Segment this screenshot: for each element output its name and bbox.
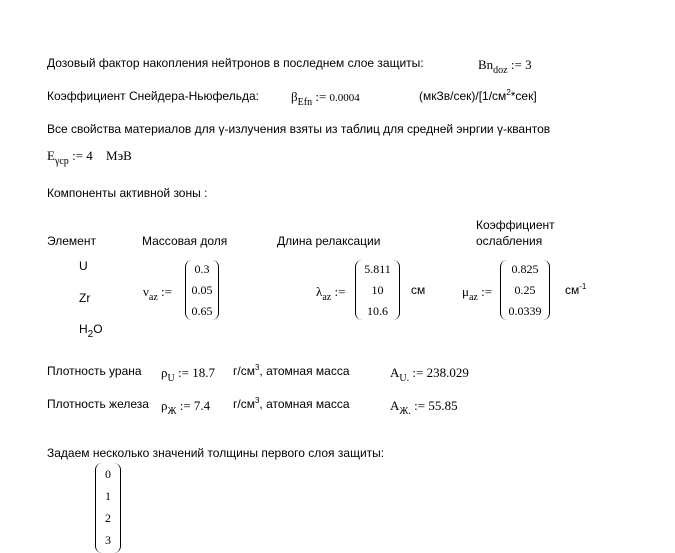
iron-density-expression[interactable]: [161, 398, 211, 417]
iron-density-value: 7.4: [193, 398, 211, 413]
iron-mass-sub: Ж.: [399, 406, 411, 417]
header-relaxation-length: Длина релаксации: [277, 234, 381, 248]
uranium-mass-var: A: [390, 365, 400, 380]
mu-expression-lhs[interactable]: [462, 284, 493, 303]
lambda-var: λ: [316, 284, 323, 299]
uranium-unit-post: , атомная масса: [259, 364, 350, 378]
iron-density-label: Плотность железа: [47, 397, 149, 411]
uranium-mass-value: 238.029: [426, 365, 469, 380]
iron-rho: ρ: [161, 398, 168, 413]
materials-note: Все свойства материалов для γ-излучения взяты из таблиц для средней энргии γ-квантов: [47, 122, 551, 136]
snyder-unit-post: *сек]: [510, 89, 537, 103]
dose-factor-expression[interactable]: [478, 57, 532, 76]
dose-factor-label: Дозовый фактор накопления нейтронов в последнем слое защиты:: [47, 56, 424, 70]
lambda-value-2: 10: [371, 283, 384, 297]
thickness-value-1: 0: [105, 467, 111, 481]
water-h: H: [79, 322, 88, 336]
snyder-var-sub: Efn: [297, 97, 313, 108]
iron-mass-var: A: [390, 398, 400, 413]
mu-matrix[interactable]: [500, 260, 550, 320]
iron-density-unit: [233, 397, 350, 411]
iron-mass-value: 55.85: [428, 398, 458, 413]
mu-var-sub: az: [468, 292, 478, 303]
thickness-matrix[interactable]: [95, 463, 121, 553]
lambda-var-sub: az: [322, 292, 332, 303]
water-o: O: [93, 322, 103, 336]
lambda-expression-lhs[interactable]: [316, 284, 346, 303]
assign-operator: :=: [315, 89, 327, 104]
thickness-value-4: 3: [105, 533, 111, 547]
snyder-var: β: [291, 89, 298, 104]
header-element: Элемент: [47, 234, 96, 248]
assign-operator: :=: [510, 57, 522, 72]
uranium-mass-expression[interactable]: [390, 365, 469, 384]
lambda-value-3: 10.6: [367, 304, 388, 318]
assign-operator: :=: [481, 284, 493, 299]
mu-unit-sup: -1: [579, 282, 587, 291]
nu-expression-lhs[interactable]: [143, 284, 172, 303]
assign-operator: :=: [334, 284, 346, 299]
lambda-unit: см: [411, 283, 426, 297]
energy-var: E: [47, 148, 55, 163]
mu-unit: [565, 283, 586, 297]
assign-operator: :=: [177, 365, 189, 380]
assign-operator: :=: [179, 398, 191, 413]
uranium-density-label: Плотность урана: [47, 364, 142, 378]
dose-factor-var: Bn: [478, 57, 494, 72]
uranium-density-expression[interactable]: [161, 365, 215, 384]
snyder-unit-pre: (мкЗв/сек)/[1/см: [419, 89, 507, 103]
energy-var-sub: γср: [54, 156, 69, 167]
water-sub: 2: [87, 329, 94, 340]
thickness-value-3: 2: [105, 511, 111, 525]
assign-operator: :=: [414, 398, 426, 413]
snyder-unit: [419, 89, 537, 103]
iron-unit-post: , атомная масса: [259, 397, 350, 411]
energy-value: 4: [86, 148, 93, 163]
lambda-matrix[interactable]: [355, 260, 400, 320]
energy-unit: МэВ: [106, 148, 132, 163]
iron-rho-sub: Ж: [167, 406, 177, 417]
header-attenuation-line1: Коэффициент: [476, 218, 555, 232]
iron-mass-expression[interactable]: [390, 398, 458, 417]
snyder-coef-label: Коэффициент Снейдера-Ньюфельда:: [47, 89, 259, 103]
uranium-rho-sub: U: [167, 373, 175, 384]
uranium-rho: ρ: [161, 365, 168, 380]
mu-unit-base: см: [565, 283, 580, 297]
mu-value-3: 0.0339: [508, 304, 542, 318]
element-zirconium: Zr: [79, 291, 91, 305]
assign-operator: :=: [412, 365, 424, 380]
snyder-coef-expression[interactable]: [291, 89, 360, 108]
snyder-unit-sup: 2: [506, 88, 511, 97]
assign-operator: :=: [161, 284, 172, 299]
mu-value-2: 0.25: [514, 283, 536, 297]
mu-value-1: 0.825: [511, 262, 539, 276]
mu-var: μ: [462, 284, 469, 299]
iron-unit-pre: г/см: [233, 397, 255, 411]
nu-var: ν: [143, 284, 149, 299]
header-mass-fraction: Массовая доля: [142, 234, 228, 248]
uranium-unit-sup: 3: [254, 363, 260, 372]
uranium-density-unit: [233, 364, 350, 378]
dose-factor-value: 3: [525, 57, 532, 72]
core-components-title: Компоненты активной зоны :: [47, 186, 208, 200]
header-attenuation-line2: ослабления: [476, 234, 543, 248]
nu-value-3: 0.65: [191, 304, 213, 318]
assign-operator: :=: [72, 148, 84, 163]
nu-value-1: 0.3: [194, 262, 210, 276]
uranium-density-value: 18.7: [192, 365, 215, 380]
uranium-unit-pre: г/см: [233, 364, 255, 378]
element-uranium: U: [79, 259, 88, 273]
uranium-mass-sub: U.: [399, 373, 410, 384]
nu-matrix[interactable]: [185, 260, 219, 320]
lambda-value-1: 5.811: [364, 262, 391, 276]
nu-value-2: 0.05: [191, 283, 213, 297]
thickness-value-2: 1: [105, 489, 111, 503]
nu-var-sub: az: [148, 292, 158, 303]
snyder-value: 0.0004: [329, 92, 360, 104]
element-water: [79, 322, 103, 340]
dose-factor-var-sub: doz: [493, 65, 508, 76]
thickness-title: Задаем несколько значений толщины первого слоя защиты:: [47, 446, 385, 460]
gamma-energy-expression[interactable]: [47, 148, 132, 167]
iron-unit-sup: 3: [254, 396, 260, 405]
